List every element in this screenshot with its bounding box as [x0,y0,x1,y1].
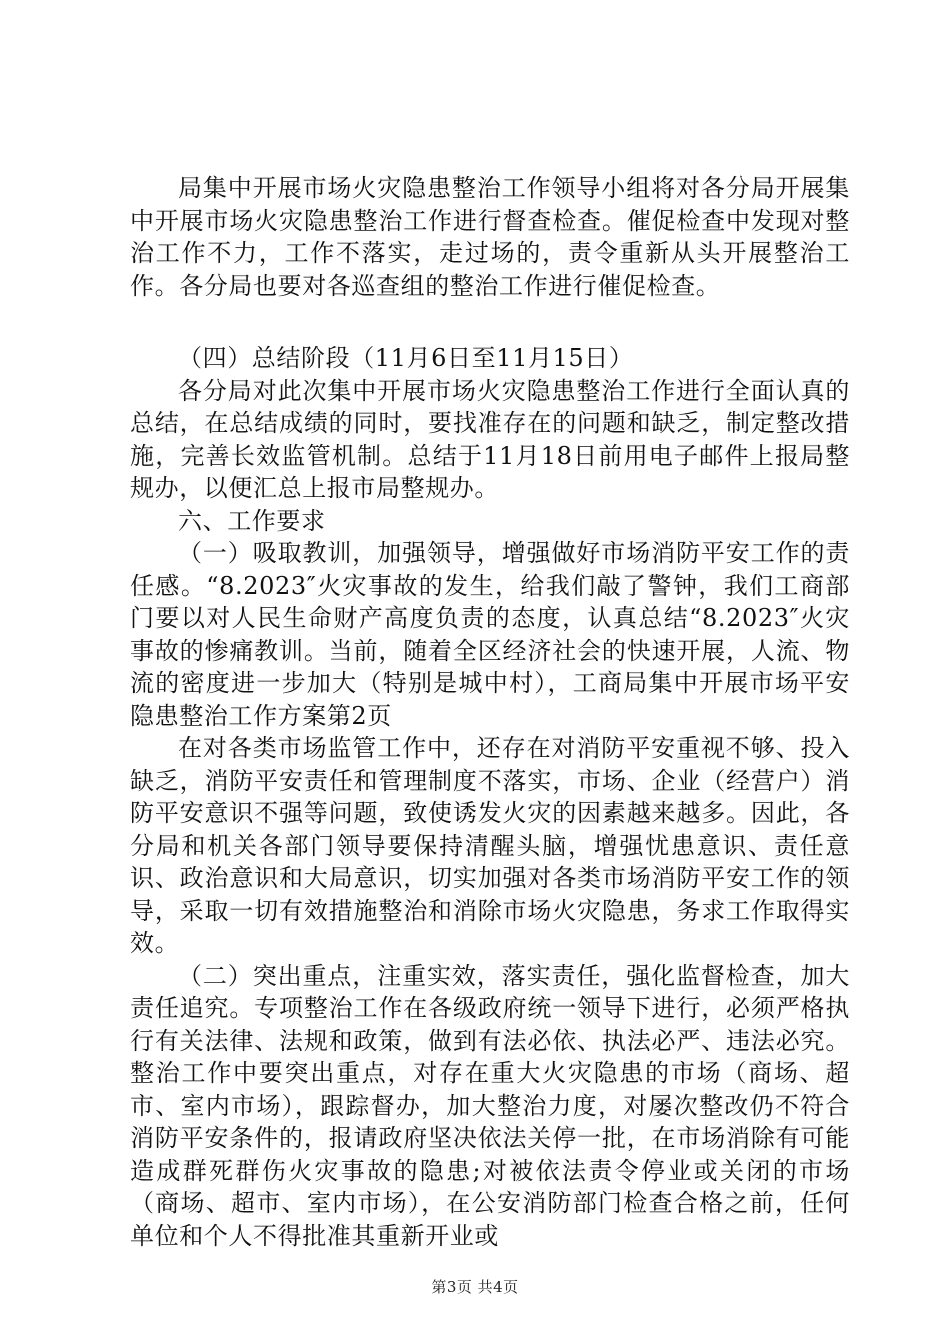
heading-work-requirements: 六、工作要求 [178,506,326,535]
page-footer: 第3页 共4页 [431,1278,519,1296]
paragraph-summary: 各分局对此次集中开展市场火灾隐患整治工作进行全面认真的总结，在总结成绩的同时，要找准存在的问题和缺乏，制定整改措施，完善长效监管机制。总结于11月18日前用电子邮件上报局整规办，以便汇总上报市局整规办。 [130,376,850,502]
paragraph-requirement-2: （二）突出重点，注重实效，落实责任，强化监督检查，加大责任追究。专项整治工作在各级政府统一领导下进行，必须严格执行有关法律、法规和政策，做到有法必依、执法必严、违法必究。整治工作中要突出重点，对存在重大火灾隐患的市场（商场、超市、室内市场），跟踪督办，加大整治力度，对屡次整改仍不符合消防平安条件的，报请政府坚决依法关停一批，在市场消除有可能造成群死群伤火灾事故的隐患;对被依法责令停业或关闭的市场（商场、超市、室内市场），在公安消防部门检查合格之前，任何单位和个人不得批准其重新开业或 [130,961,850,1250]
paragraph-requirement-1: （一）吸取教训，加强领导，增强做好市场消防平安工作的责任感。“8.2023″火灾事故的发生，给我们敲了警钟，我们工商部门要以对人民生命财产高度负责的态度，认真总结“8.2023″火灾事故的惨痛教训。当前，随着全区经济社会的快速开展，人流、物流的密度进一步加大（特别是城中村），工商局集中开展市场平安隐患整治工作方案第2页 [130,539,850,730]
paragraph-gap [130,302,850,342]
paragraph-supervision: 局集中开展市场火灾隐患整治工作领导小组将对各分局开展集中开展市场火灾隐患整治工作进行督查检查。催促检查中发现对整治工作不力，工作不落实，走过场的，责令重新从头开展整治工作。各分局也要对各巡查组的整治工作进行催促检查。 [130,174,850,300]
paragraph-market-supervision: 在对各类市场监管工作中，还存在对消防平安重视不够、投入缺乏，消防平安责任和管理制度不落实，市场、企业（经营户）消防平安意识不强等问题，致使诱发火灾的因素越来越多。因此，各分局和机关各部门领导要保持清醒头脑，增强忧患意识、责任意识、政治意识和大局意识，切实加强对各类市场消防平安工作的领导，采取一切有效措施整治和消除市场火灾隐患，务求工作取得实效。 [130,734,850,957]
heading-summary-stage: （四）总结阶段（11月6日至11月15日） [178,344,634,372]
document-body [130,172,850,1252]
